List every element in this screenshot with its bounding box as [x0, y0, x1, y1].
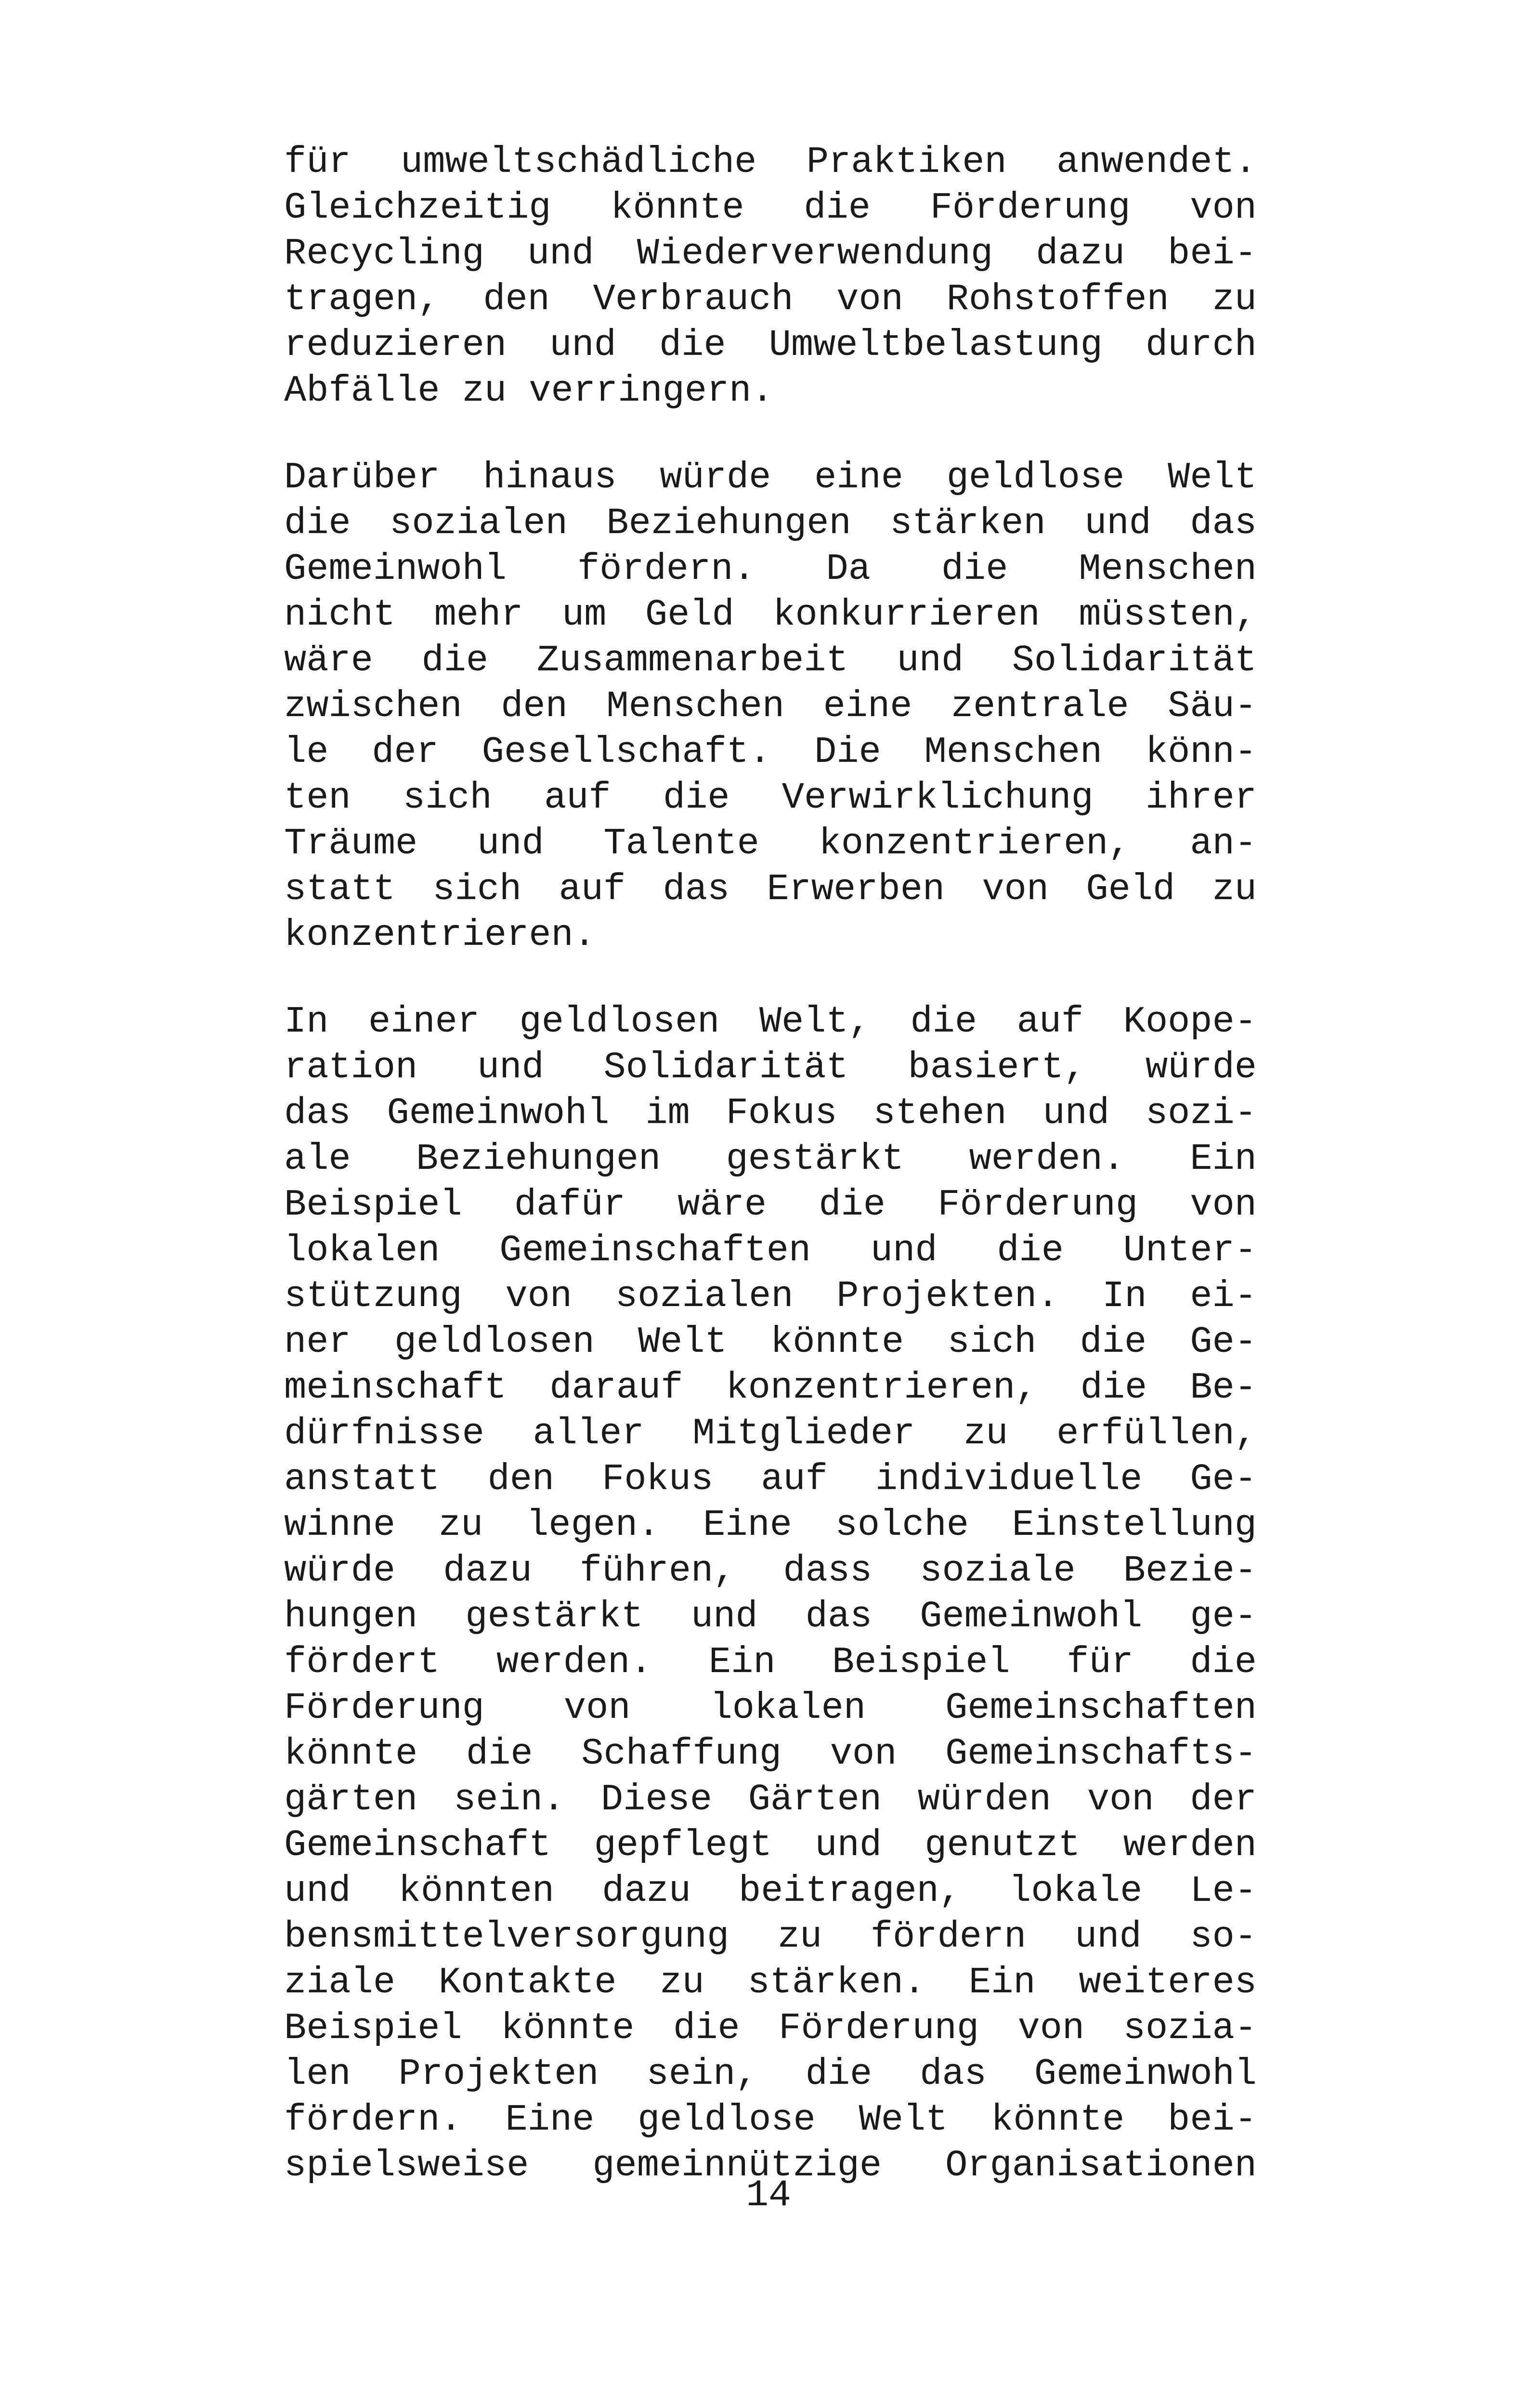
text-line: die sozialen Beziehungen stärken und das: [284, 503, 1257, 545]
text-line: ration und Solidarität basiert, würde: [284, 1047, 1257, 1089]
paragraph-3: [284, 999, 1257, 2189]
text-line: Gemeinschaft gepflegt und genutzt werden: [284, 1825, 1257, 1867]
text-line: Darüber hinaus würde eine geldlose Welt: [284, 457, 1257, 499]
text-line: Beispiel dafür wäre die Förderung von: [284, 1184, 1257, 1226]
text-line: le der Gesellschaft. Die Menschen könn-: [284, 732, 1257, 773]
text-line: lokalen Gemeinschaften und die Unter-: [284, 1230, 1257, 1272]
text-line: hungen gestärkt und das Gemeinwohl ge-: [284, 1596, 1257, 1638]
text-line: dürfnisse aller Mitglieder zu erfüllen,: [284, 1413, 1257, 1455]
text-line: winne zu legen. Eine solche Einstellung: [284, 1505, 1257, 1546]
paragraph-gap: [284, 958, 1257, 999]
text-line: gärten sein. Diese Gärten würden von der: [284, 1779, 1257, 1821]
text-line: und könnten dazu beitragen, lokale Le-: [284, 1871, 1257, 1912]
text-line: In einer geldlosen Welt, die auf Koope-: [284, 1001, 1257, 1043]
text-line: ten sich auf die Verwirklichung ihrer: [284, 777, 1257, 819]
text-line: das Gemeinwohl im Fokus stehen und sozi-: [284, 1093, 1257, 1135]
text-line: nicht mehr um Geld konkurrieren müssten,: [284, 594, 1257, 636]
paragraph-gap: [284, 414, 1257, 455]
text-line: konzentrieren.: [284, 915, 596, 956]
text-line: fördern. Eine geldlose Welt könnte bei-: [284, 2099, 1257, 2141]
text-line: für umweltschädliche Praktiken anwendet.: [284, 142, 1257, 183]
text-line: Recycling und Wiederverwendung dazu bei-: [284, 233, 1257, 275]
text-line: fördert werden. Ein Beispiel für die: [284, 1642, 1257, 1684]
paragraph-1: [284, 140, 1257, 414]
text-line: statt sich auf das Erwerben von Geld zu: [284, 869, 1257, 911]
text-line: ner geldlosen Welt könnte sich die Ge-: [284, 1322, 1257, 1363]
page-body: [284, 140, 1257, 2189]
text-line: len Projekten sein, die das Gemeinwohl: [284, 2054, 1257, 2095]
text-line: Beispiel könnte die Förderung von sozia-: [284, 2008, 1257, 2050]
text-line: bensmittelversorgung zu fördern und so-: [284, 1916, 1257, 1958]
text-line: ale Beziehungen gestärkt werden. Ein: [284, 1139, 1257, 1180]
page-number: 14: [746, 2174, 791, 2217]
paragraph-2: [284, 455, 1257, 958]
text-line: ziale Kontakte zu stärken. Ein weiteres: [284, 1962, 1257, 2004]
text-line: stützung von sozialen Projekten. In ei-: [284, 1276, 1257, 1318]
text-line: Abfälle zu verringern.: [284, 370, 774, 412]
text-line: wäre die Zusammenarbeit und Solidarität: [284, 640, 1257, 682]
text-line: könnte die Schaffung von Gemeinschafts-: [284, 1733, 1257, 1775]
text-line: spielsweise gemeinnützige Organisationen: [284, 2145, 1257, 2187]
text-line: Förderung von lokalen Gemeinschaften: [284, 1688, 1257, 1729]
text-line: Gleichzeitig könnte die Förderung von: [284, 187, 1257, 229]
text-line: zwischen den Menschen eine zentrale Säu-: [284, 686, 1257, 728]
text-line: würde dazu führen, dass soziale Bezie-: [284, 1550, 1257, 1592]
text-line: Träume und Talente konzentrieren, an-: [284, 823, 1257, 865]
text-line: reduzieren und die Umweltbelastung durch: [284, 325, 1257, 366]
text-line: Gemeinwohl fördern. Da die Menschen: [284, 549, 1257, 590]
text-line: tragen, den Verbrauch von Rohstoffen zu: [284, 279, 1257, 321]
text-line: anstatt den Fokus auf individuelle Ge-: [284, 1459, 1257, 1501]
text-line: meinschaft darauf konzentrieren, die Be-: [284, 1367, 1257, 1409]
